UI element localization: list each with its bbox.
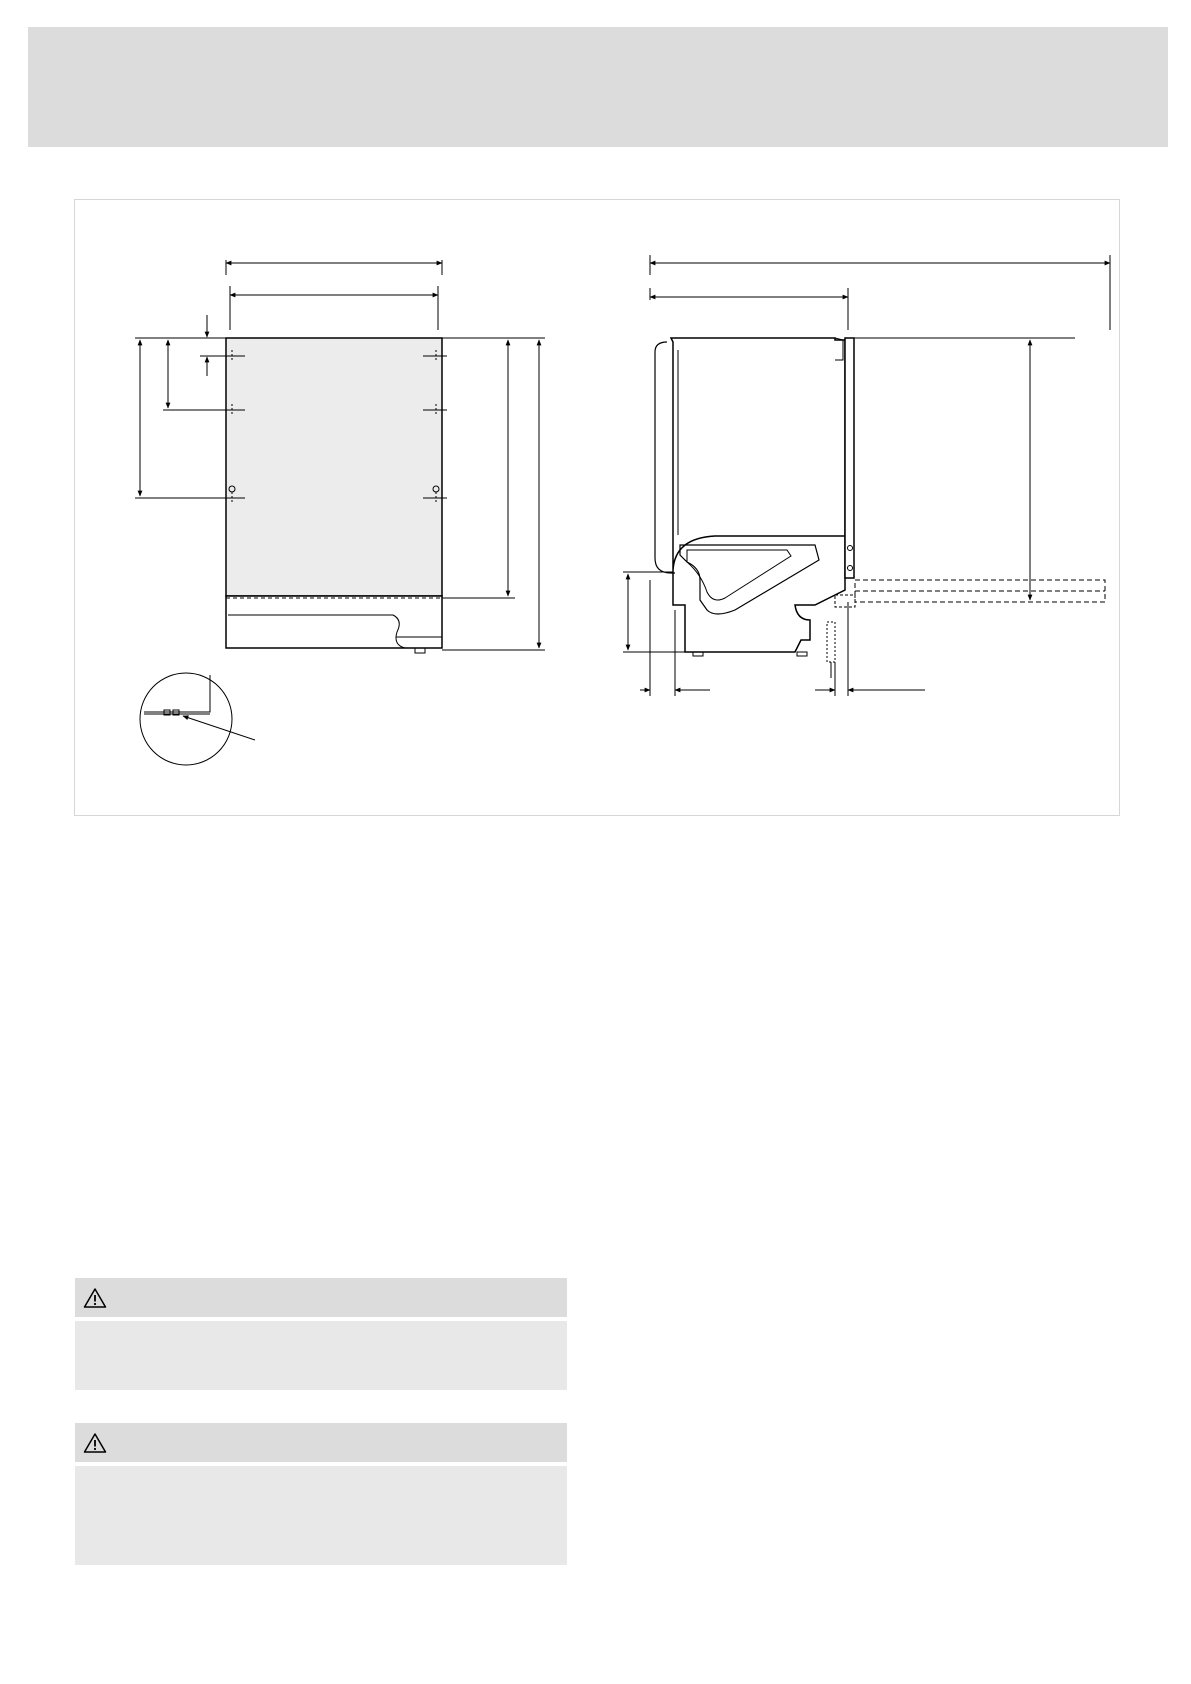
installation-drawing-frame: [74, 199, 1120, 816]
warning-block-2: [75, 1423, 567, 1565]
header-band: [28, 27, 1168, 147]
installation-drawing: [75, 200, 1121, 817]
warning-header: [75, 1423, 567, 1462]
warning-header: [75, 1278, 567, 1317]
warning-triangle-icon: [83, 1432, 107, 1454]
warning-triangle-icon: [83, 1287, 107, 1309]
warning-block-1: [75, 1278, 567, 1390]
warning-body: [75, 1321, 567, 1390]
warning-body: [75, 1466, 567, 1565]
side-view: [623, 255, 1110, 696]
front-view: [135, 260, 545, 765]
foot-detail-view: [140, 673, 255, 765]
